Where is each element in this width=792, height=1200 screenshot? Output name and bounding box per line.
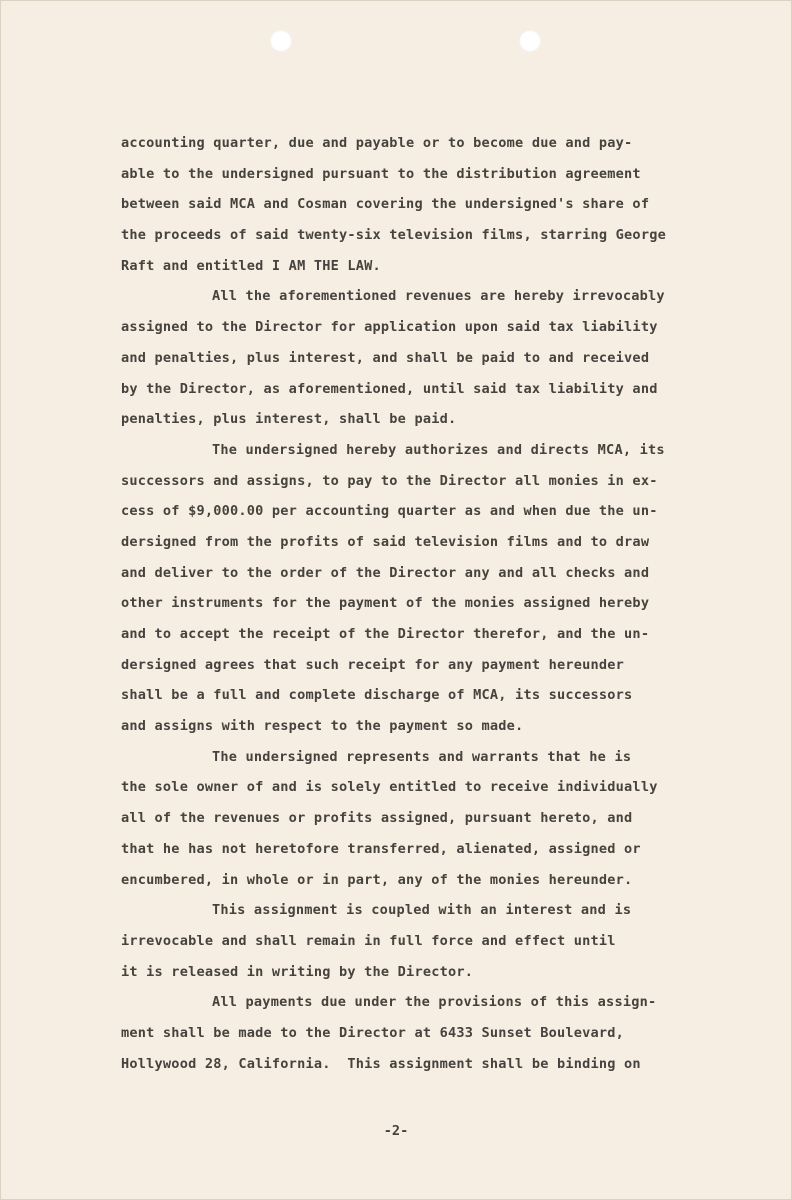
text-line: and assigns with respect to the payment so made. bbox=[121, 718, 524, 735]
text-line: The undersigned hereby authorizes and directs MCA, its bbox=[212, 441, 665, 458]
text-line: irrevocable and shall remain in full force and effect until bbox=[121, 932, 616, 949]
text-line: cess of $9,000.00 per accounting quarter as and when due the un- bbox=[121, 503, 658, 520]
text-line: all of the revenues or profits assigned, pursuant hereto, and bbox=[121, 810, 633, 827]
text-line: between said MCA and Cosman covering the undersigned's share of bbox=[121, 196, 650, 213]
text-line: Raft and entitled I AM THE LAW. bbox=[121, 257, 381, 274]
text-line: Hollywood 28, California. This assignment shall be binding on bbox=[121, 1055, 641, 1072]
text-line: it is released in writing by the Director. bbox=[121, 963, 474, 980]
text-line: The undersigned represents and warrants that he is bbox=[212, 748, 632, 765]
text-line: dersigned from the profits of said television films and to draw bbox=[121, 533, 650, 550]
text-line: other instruments for the payment of the monies assigned hereby bbox=[121, 595, 650, 612]
text-line: that he has not heretofore transferred, alienated, assigned or bbox=[121, 840, 641, 857]
text-line: All the aforementioned revenues are hereby irrevocably bbox=[212, 288, 665, 305]
text-line: successors and assigns, to pay to the Director all monies in ex- bbox=[121, 472, 658, 489]
text-line: and to accept the receipt of the Director therefor, and the un- bbox=[121, 626, 650, 642]
page-number: -2- bbox=[383, 1123, 409, 1139]
text-line: assigned to the Director for application upon said tax liability bbox=[121, 319, 658, 336]
text-line: encumbered, in whole or in part, any of the monies hereunder. bbox=[121, 871, 633, 888]
text-line: This assignment is coupled with an interest and is bbox=[212, 902, 632, 919]
text-line: accounting quarter, due and payable or to become due and pay- bbox=[121, 135, 633, 151]
text-line: by the Director, as aforementioned, until said tax liability and bbox=[121, 380, 658, 397]
text-line: able to the undersigned pursuant to the distribution agreement bbox=[121, 165, 641, 182]
punch-hole-left bbox=[270, 30, 292, 52]
text-line: ment shall be made to the Director at 6433 Sunset Boulevard, bbox=[121, 1024, 625, 1041]
text-line: dersigned agrees that such receipt for any payment hereunder bbox=[121, 656, 625, 673]
punch-hole-right bbox=[519, 30, 541, 52]
text-line: shall be a full and complete discharge of MCA, its successors bbox=[121, 687, 633, 704]
document-body bbox=[121, 128, 721, 1079]
text-line: and penalties, plus interest, and shall be paid to and received bbox=[121, 349, 650, 366]
text-line: penalties, plus interest, shall be paid. bbox=[121, 411, 457, 428]
text-line: the proceeds of said twenty-six television films, starring George bbox=[121, 227, 666, 244]
text-line: and deliver to the order of the Director any and all checks and bbox=[121, 564, 650, 581]
text-line: All payments due under the provisions of this assign- bbox=[212, 994, 657, 1011]
text-line: the sole owner of and is solely entitled to receive individually bbox=[121, 779, 658, 796]
